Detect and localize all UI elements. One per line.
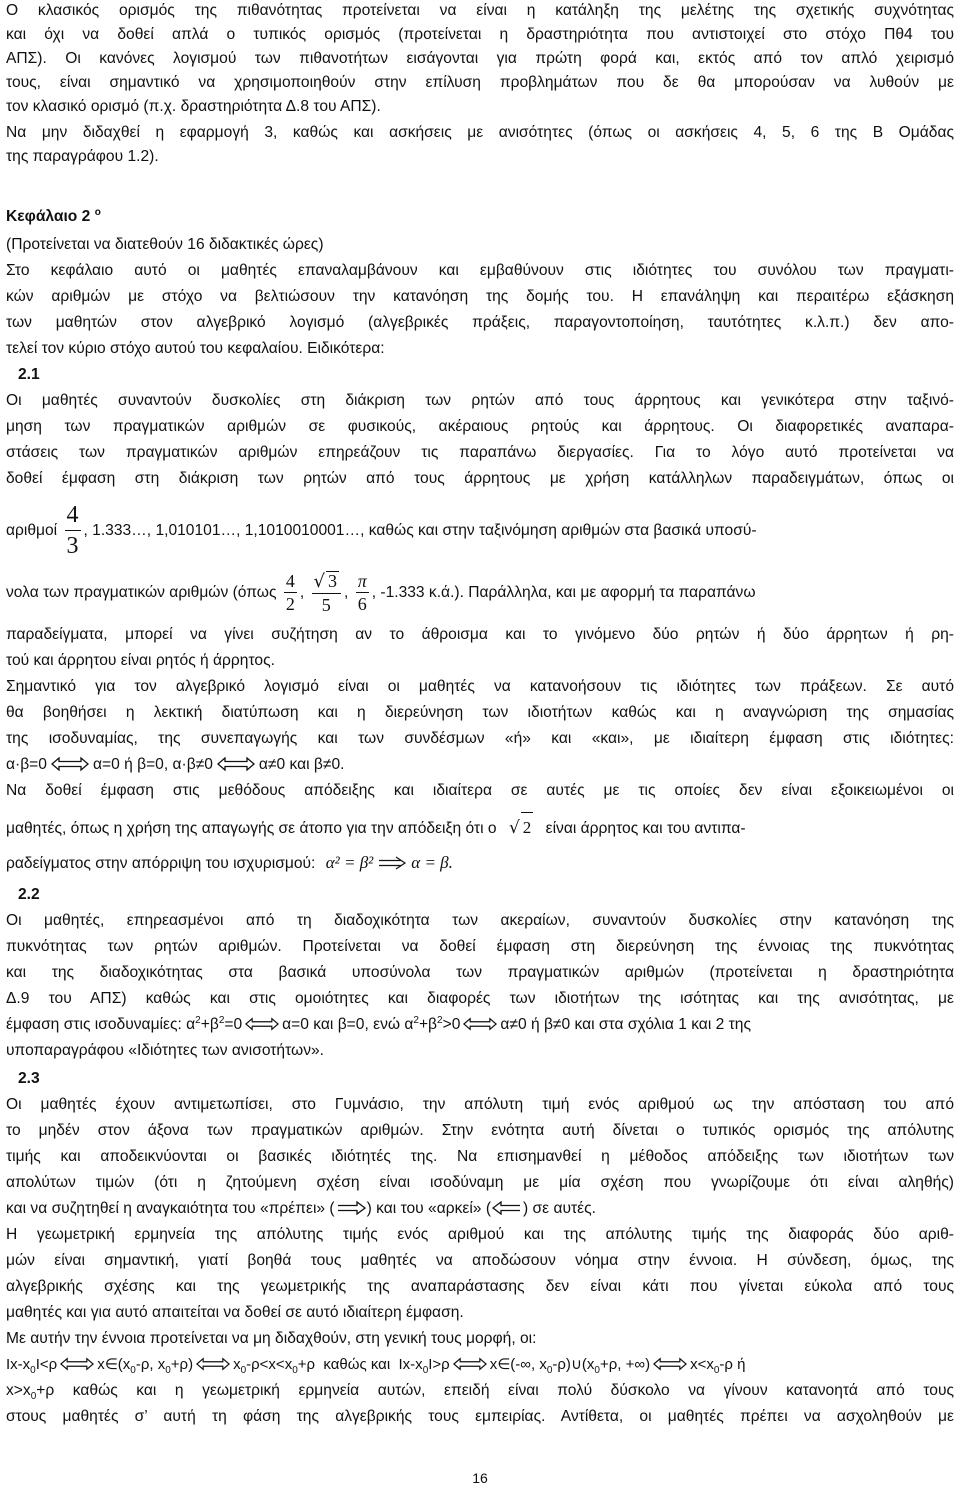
radical-icon: √ (508, 818, 520, 838)
text-line: μηση των πραγματικών αριθμών σε φυσικούς, ακέραιους ρητούς και άρρητους. Οι διαφορετικές αναπαρα- (6, 418, 954, 435)
text-line: Να δοθεί έμφαση στις μεθόδους απόδειξης και ιδιαίτερα σε αυτές με τις οποίες δεν είναι εξοικειωμένοι οι (6, 782, 954, 799)
fraction-four-thirds: $\frac{4}{3}$ (66, 502, 79, 560)
iff-arrow-icon (51, 757, 89, 771)
text-line-formulas: $Ix-x_0I<\rho$ $x\in(x_0-\rho$, $x_0+\rho$) $x_0-\rho<x<x_0+\rho$ καθώς και $Ix-x_0I>\rho$ x∈(-∞, $x_0-\rho)\cup(x_0+\rho$, +∞) $x<x_0-\rho$ ή (6, 1356, 746, 1376)
iff-arrow-icon (217, 757, 255, 771)
text-line: στους μαθητές σ’ αυτή τη φάση της αλγεβρικής τους εμπειρίας. Αντίθετα, οι μαθητές πρέπει να ασχοληθούν με (6, 1408, 954, 1425)
text-line: Οι μαθητές, επηρεασμένοι από τη διαδοχικότητα των ακεραίων, συναντούν δυσκολίες στην κατανόηση της (6, 912, 954, 929)
implied-by-arrow-icon (492, 1201, 522, 1215)
text-line: των μαθητών στον αλγεβρικό λογισμό (αλγεβρικές πράξεις, παραγοντοποίηση, ταυτότητες κ.λ.π.) δεν απο- (6, 314, 954, 331)
text-line: Δ.9 του ΑΠΣ) καθώς και στις ομοιότητες και διαφορές των ιδιοτήτων της ισότητας και της ανισότητας, με (6, 990, 954, 1007)
text-line-examples: νολα των πραγματικών αριθμών (όπως $\frac{4}{2}$ , $\frac{√ 3}{5}$ , $\frac{\pi}{6}$ , -1.333 κ.ά.). Παράλληλα, και με αφορμή τα παραπάνω (6, 571, 756, 616)
chapter-title: Κεφάλαιο 2 $^o$ (6, 206, 101, 225)
text-line-sqrt: μαθητές, όπως η χρήση της απαγωγής σε άτοπο για την απόδειξη ότι ο √ 2 είναι άρρητος και του αντιπα- (6, 812, 954, 844)
text-line: μαθητές και για αυτό απαιτείται να δοθεί σε αυτό ιδιαίτερη έμφαση. (6, 1304, 464, 1321)
fraction-example-3: $\frac{\pi}{6}$ (357, 571, 367, 615)
text-line: υποπαραγράφου «Ιδιότητες των ανισοτήτων». (6, 1042, 325, 1059)
text-line: Σημαντικό για τον αλγεβρικό λογισμό είναι οι μαθητές να κατανοήσουν τις ιδιότητες των πράξεων. Σε αυτό (6, 678, 954, 695)
iff-arrow-icon (463, 1017, 497, 1031)
text-line: αλγεβρικής σχέσης και της γεωμετρικής της αναπαράστασης δεν είναι κάτι που γίνεται εύκολα από τους (6, 1278, 954, 1295)
text-line: Οι μαθητές συναντούν δυσκολίες στη διάκριση των ρητών από τους άρρητους και γενικότερα στην ταξινό- (6, 392, 954, 409)
text-line: Με αυτήν την έννοια προτείνεται να μη διδαχθούν, στη γενική τους μορφή, οι: (6, 1330, 537, 1347)
section-heading-2-1: 2.1 (18, 366, 40, 383)
text-line: τού και άρρητου είναι ρητός ή άρρητος. (6, 652, 275, 669)
radical-icon: √ (313, 571, 325, 593)
section-heading-2-3: 2.3 (18, 1070, 40, 1087)
implies-arrow-icon (336, 1201, 366, 1215)
text-line-necessity: και να συζητηθεί η αναγκαιότητα του «πρέπει» ( ) και του «αρκεί» ( ) σε αυτές. (6, 1200, 596, 1217)
text-line: και όχι να δοθεί απλά ο τυπικός ορισμός (προτείνεται η δραστηριότητα που αντιστοιχεί στο στόχο Πθ4 του (6, 26, 954, 43)
text-line: δοθεί έμφαση στη διάκριση των ρητών από τους άρρητους με χρήση κατάλληλων παραδειγμάτων, όπως οι (6, 470, 954, 487)
iff-arrow-icon (196, 1357, 230, 1371)
page-number: 16 (472, 1470, 488, 1486)
text-line: παραδείγματα, μπορεί να γίνει συζήτηση αν το άθροισμα και το γινόμενο δύο ρητών ή δύο άρρητων ή ρη- (6, 626, 954, 643)
text-line: τελεί τον κύριο στόχο αυτού του κεφαλαίου. Ειδικότερα: (6, 340, 385, 357)
text-line: κών αριθμών με στόχο να βελτιώσουν την κατανόηση της δομής του. Η επανάληψη και περαιτέρω εξάσκηση (6, 288, 954, 305)
text-line: το μηδέν στον άξονα των πραγματικών αριθμών. Στην ενότητα αυτή δίνεται ο τυπικός ορισμός της απόλυτης (6, 1122, 954, 1139)
text-line: Να μην διδαχθεί η εφαρμογή 3, καθώς και ασκήσεις με ανισότητες (όπως οι ασκήσεις 4, 5, 6 της Β Ομάδας (6, 124, 954, 141)
text-line: τον κλασικό ορισμό (π.χ. δραστηριότητα Δ.8 του ΑΠΣ). (6, 98, 381, 115)
fraction-example-2: $\frac{√ 3}{5}$ (312, 571, 341, 614)
text-line-properties: α·β=0 α=0 ή β=0, α·β≠0 α≠0 και β≠0. (6, 756, 345, 773)
iff-arrow-icon (60, 1357, 94, 1371)
text-line: τιμής και αποδεικνύονται οι βασικές ιδιότητές της. Να επισημανθεί η μέθοδος απόδειξης των ιδιοτήτων των (6, 1148, 954, 1165)
text-line: και της διαδοχικότητας στα βασικά υποσύνολα των πραγματικών αριθμών (προτείνεται η δραστηριότητα (6, 964, 954, 981)
text-line: ΑΠΣ). Οι κανόνες λογισμού των πιθανοτήτων εισάγονται για πρώτη φορά και, εκτός από τον απλό χειρισμό (6, 50, 954, 67)
iff-arrow-icon (245, 1017, 279, 1031)
text-line: Ο κλασικός ορισμός της πιθανότητας προτείνεται να είναι η κατάληξη της μελέτης της σχετικής συχνότητας (6, 2, 954, 19)
implies-arrow-icon (377, 856, 407, 870)
text-line: Οι μαθητές έχουν αντιμετωπίσει, στο Γυμνάσιο, την απόλυτη τιμή ενός αριθμού ως την απόσταση του από (6, 1096, 954, 1113)
text-line: της παραγράφου 1.2). (6, 148, 159, 165)
section-heading-2-2: 2.2 (18, 886, 40, 903)
sqrt-two: √ 2 (509, 818, 533, 837)
text-line: πυκνότητας των ρητών αριθμών. Προτείνεται να δοθεί έμφαση στη διερεύνηση της έννοιας της πυκνότητας (6, 938, 954, 955)
text-line: της ισοδυναμίας, της συνεπαγωγής και των συνδέσμων «ή» και «και», με ιδιαίτερη έμφαση στις ιδιότητες: (6, 730, 954, 747)
text-line-fraction: αριθμοί $\frac{4}{3}$ , 1.333…, 1,010101…, 1,1010010001…, καθώς και στην ταξινόμηση αριθμών στα βασικά υποσύ- (6, 502, 757, 560)
text-line-equivalences: έμφαση στις ισοδυναμίες: $\alpha^2+\beta^2=0$ α=0 και β=0, ενώ $\alpha^2+\beta^2>0$ α≠0 ή β≠0 και στα σχόλια 1 και 2 της (6, 1014, 751, 1033)
iff-arrow-icon (453, 1357, 487, 1371)
text-line: απολύτων τιμών (ότι η ζητούμενη σχέση είναι ισοδύναμη με μία σχέση που γνωρίζουμε ότι είναι αληθής) (6, 1174, 954, 1191)
text-line-counterexample: ραδείγματος στην απόρριψη του ισχυρισμού: α² = β² α = β. (6, 853, 453, 872)
text-line: μών είναι σημαντική, γιατί βοηθά τους μαθητές να αποδώσουν νόημα στην έννοια. Η σύνδεση, όμως, της (6, 1252, 954, 1269)
iff-arrow-icon (653, 1357, 687, 1371)
text-line: θα βοηθήσει η λεκτική διατύπωση και η διερεύνηση των ιδιοτήτων καθώς και η αναγνώριση της σημασίας (6, 704, 954, 721)
text-line: $x>x_0+\rho$ καθώς και η γεωμετρική ερμηνεία αυτών, επειδή είναι πολύ δύσκολο να γίνουν κατανοητά από τους (6, 1382, 954, 1402)
chapter-hours: (Προτείνεται να διατεθούν 16 διδακτικές ώρες) (6, 236, 324, 253)
text-line: τους, είναι σημαντικό να χρησιμοποιηθούν στην επίλυση προβλημάτων που δε θα μπορούσαν να λυθούν με (6, 74, 954, 91)
text-line: στάσεις των πραγματικών αριθμών επηρεάζουν τις παραπάνω διεργασίες. Για το λόγο αυτό προτείνεται να (6, 444, 954, 461)
text-line: Στο κεφάλαιο αυτό οι μαθητές επαναλαμβάνουν και εμβαθύνουν στις ιδιότητες του συνόλου των πραγματι- (6, 262, 954, 279)
text-line: Η γεωμετρική ερμηνεία της απόλυτης τιμής ενός αριθμού και της απόλυτης τιμής της διαφοράς δύο αριθ- (6, 1226, 954, 1243)
fraction-example-1: $\frac{4}{2}$ (285, 571, 295, 615)
